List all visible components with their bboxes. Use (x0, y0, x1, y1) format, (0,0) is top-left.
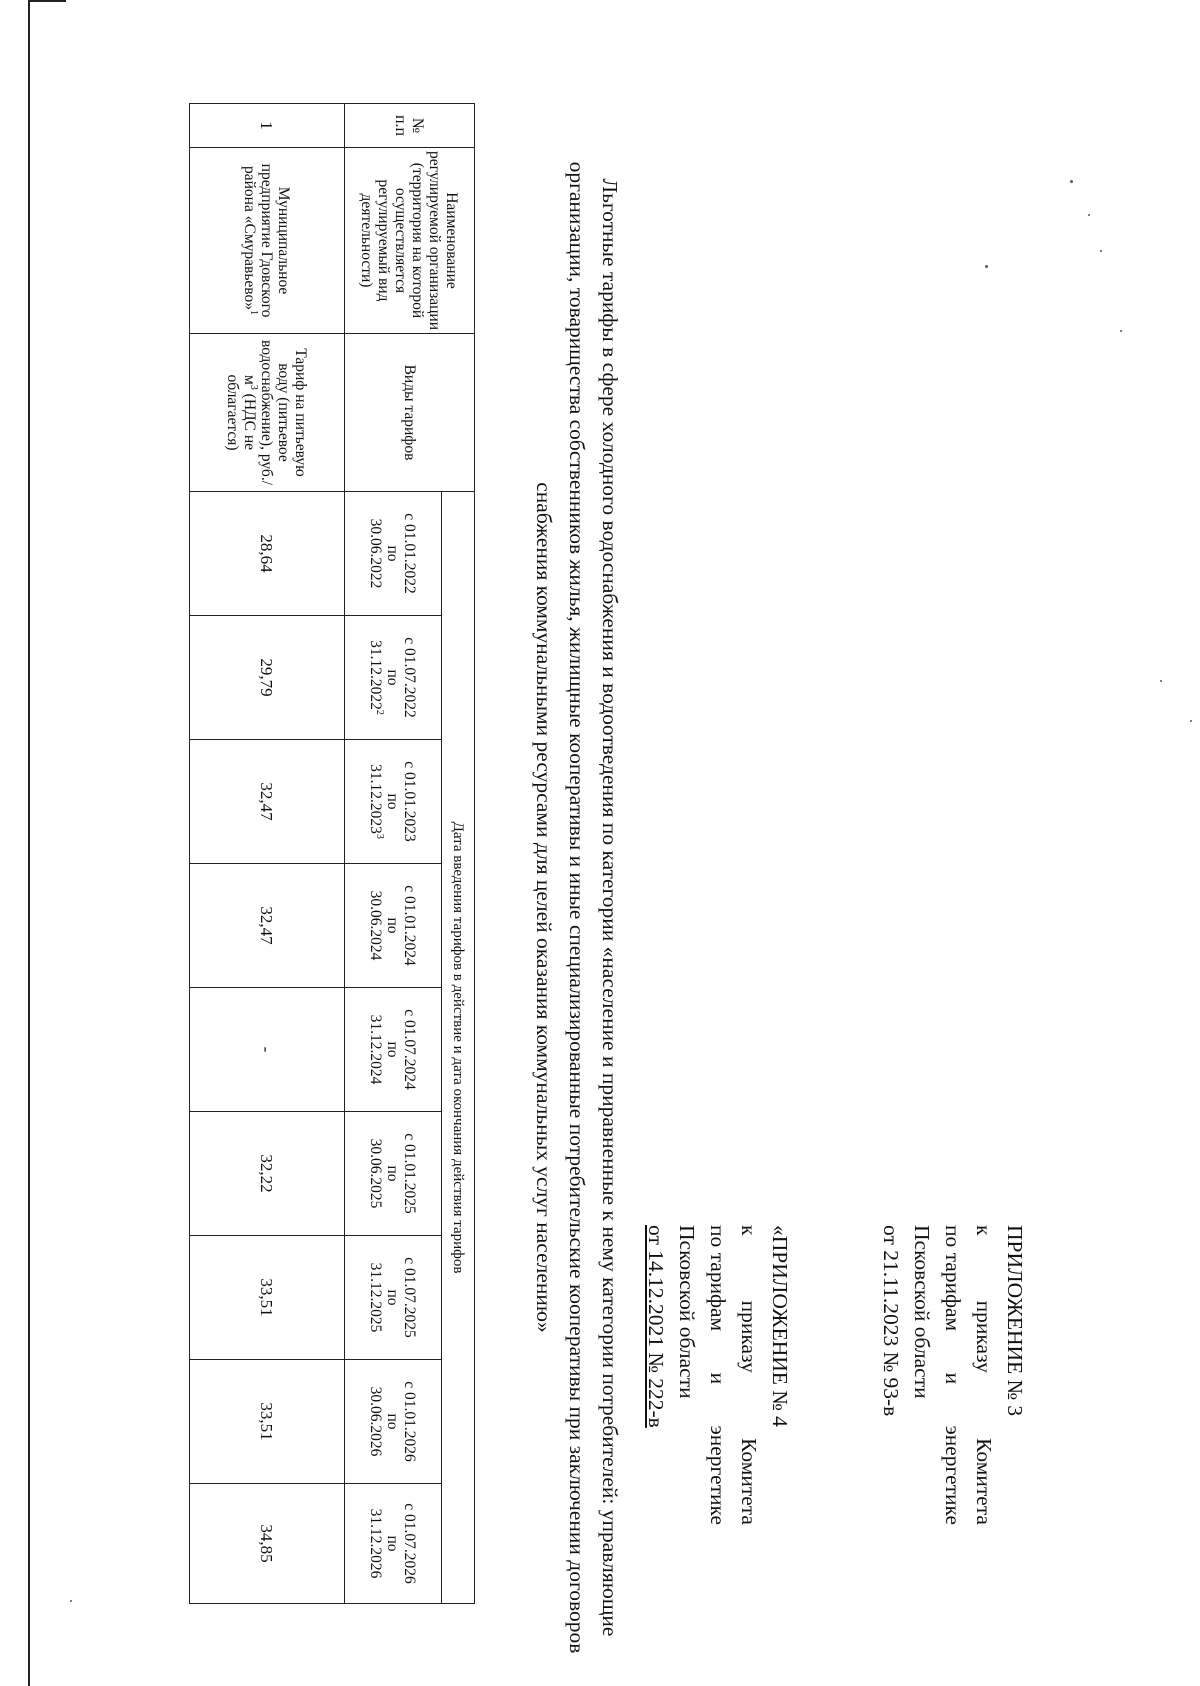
period-from: с 01.01.2024 (401, 885, 419, 966)
appendix-current-po-tarifam: по тарифам (941, 1225, 965, 1332)
period-to (368, 742, 385, 861)
appendix-amended-prikazu: приказу (737, 1300, 761, 1373)
appendix-current-line1 (968, 1225, 999, 1525)
table-header-row (442, 104, 475, 1604)
tariff-value-cell: - (190, 988, 345, 1112)
period-header (345, 492, 442, 616)
row-tariff-type-text: Тариф на питьевую воду (питьевое водоснабжение), руб./м (241, 339, 310, 486)
period-header (345, 864, 442, 988)
scan-speck (70, 1600, 72, 1602)
row-tariff-vat-note: (НДС не облагается) (224, 374, 259, 451)
tariff-value-cell: 32,47 (190, 740, 345, 864)
period-to-word: по (384, 1041, 402, 1058)
period-to-date: 31.12.2025 (367, 1262, 385, 1333)
table-row (190, 104, 345, 1604)
period-header (345, 740, 442, 864)
row-organization-name: Муниципальное предприятие Гдовского района «Смуравьево» (241, 163, 293, 318)
appendix-current-header (875, 1225, 1030, 1525)
appendix-current-prikazu: приказу (972, 1300, 996, 1373)
period-to-date: 30.06.2026 (367, 1386, 385, 1457)
appendix-amended-k: к (737, 1225, 761, 1236)
row-number: 1 (190, 104, 345, 148)
appendix-amended-region: Псковской области (675, 1225, 699, 1399)
scan-speck (1088, 214, 1090, 216)
period-to-date: 31.12.2023 (367, 764, 385, 834)
period-from: с 01.07.2024 (401, 1009, 419, 1090)
period-to (368, 1362, 385, 1481)
appendix-current-komiteta: Комитета (972, 1438, 996, 1525)
period-header (345, 1360, 442, 1484)
appendix-amended-date: от 14.12.2021 № 222-в (644, 1225, 668, 1428)
document-title: Льготные тарифы в сфере холодного водоснабжения и водоотведения по категории «население и приравненные к нему категории потребителей: управляющие организации, товарищества собственников жилья, жилищные кооперативы и иные специализированные потребительские кооперативы при заключении договоров снабжения коммунальными ресурсами для целей оказания коммунальных услуг населению» (532, 161, 622, 1654)
appendix-amended-komiteta: Комитета (737, 1438, 761, 1525)
header-tariff-type: Виды тарифов (345, 334, 475, 492)
period-header (345, 1484, 442, 1604)
period-from: с 01.07.2022 (401, 637, 419, 718)
appendix-current-title: ПРИЛОЖЕНИЕ № 3 (1003, 1225, 1027, 1417)
scan-speck (1070, 180, 1073, 183)
appendix-current-line2 (937, 1225, 968, 1525)
tariff-value-cell: 28,64 (190, 492, 345, 616)
appendix-current-energetike: энергетике (941, 1425, 965, 1525)
tariff-value-cell: 33,51 (190, 1236, 345, 1360)
period-to-word: по (384, 793, 402, 810)
header-number: № п.п (345, 104, 475, 148)
scan-speck (1160, 680, 1162, 682)
appendix-amended-title: «ПРИЛОЖЕНИЕ № 4 (768, 1225, 792, 1427)
period-to-date: 31.12.2026 (367, 1508, 385, 1579)
header-organization: Наименование регулируемой организации (территория на которой осуществляется регулируемый вид деятельности) (345, 148, 475, 334)
period-to (368, 990, 385, 1109)
period-from: с 01.07.2026 (401, 1503, 419, 1584)
row-tariff-type (190, 334, 345, 492)
period-to (368, 1114, 385, 1233)
tariff-value-cell: 32,47 (190, 864, 345, 988)
period-to-date: 31.12.2024 (367, 1014, 385, 1085)
tariff-value-cell: 33,51 (190, 1360, 345, 1484)
appendix-current-date: от 21.11.2023 № 93-в (879, 1225, 903, 1417)
header-date-range: Дата введения тарифов в действие и дата окончания действия тарифов (442, 492, 475, 1604)
period-to-word: по (384, 1289, 402, 1306)
period-to (368, 1238, 385, 1357)
period-from: с 01.01.2022 (401, 513, 419, 594)
period-header (345, 1236, 442, 1360)
period-to-word: по (384, 917, 402, 934)
appendix-current-region: Псковской области (910, 1225, 934, 1399)
period-header (345, 988, 442, 1112)
period-to-word: по (384, 545, 402, 562)
scan-speck (1120, 330, 1122, 332)
period-to-date: 31.12.2022 (367, 640, 385, 710)
appendix-amended-i: и (706, 1372, 730, 1385)
scan-speck (1190, 720, 1192, 722)
appendix-amended-header (640, 1225, 795, 1525)
period-footnote: 3 (374, 833, 386, 839)
period-from: с 01.07.2025 (401, 1257, 419, 1338)
appendix-current-i: и (941, 1372, 965, 1385)
period-to (368, 494, 385, 613)
period-to-word: по (384, 669, 402, 686)
tariff-table (189, 103, 475, 1604)
row-organization (190, 148, 345, 334)
row-organization-footnote: 1 (248, 309, 260, 315)
period-to-word: по (384, 1413, 402, 1430)
appendix-amended-line2 (702, 1225, 733, 1525)
period-footnote: 2 (374, 709, 386, 715)
period-to-date: 30.06.2024 (367, 890, 385, 961)
period-from: с 01.01.2023 (401, 761, 419, 842)
period-to (368, 1486, 385, 1601)
period-to (368, 866, 385, 985)
period-to-word: по (384, 1535, 402, 1552)
period-from: с 01.01.2025 (401, 1133, 419, 1214)
period-to-date: 30.06.2022 (367, 518, 385, 589)
period-header (345, 1112, 442, 1236)
appendix-amended-po-tarifam: по тарифам (706, 1225, 730, 1332)
period-to-date: 30.06.2025 (367, 1138, 385, 1209)
tariff-value-cell: 34,85 (190, 1484, 345, 1604)
tariff-value-cell: 29,79 (190, 616, 345, 740)
period-header (345, 616, 442, 740)
appendix-amended-line1 (733, 1225, 764, 1525)
period-from: с 01.01.2026 (401, 1381, 419, 1462)
appendix-amended-energetike: энергетике (706, 1425, 730, 1525)
period-to-word: по (384, 1165, 402, 1182)
period-to (368, 618, 385, 737)
row-tariff-unit-power: 3 (248, 384, 260, 390)
appendix-current-k: к (972, 1225, 996, 1236)
scan-speck (985, 265, 988, 268)
tariff-value-cell: 32,22 (190, 1112, 345, 1236)
scan-speck (1100, 250, 1102, 252)
